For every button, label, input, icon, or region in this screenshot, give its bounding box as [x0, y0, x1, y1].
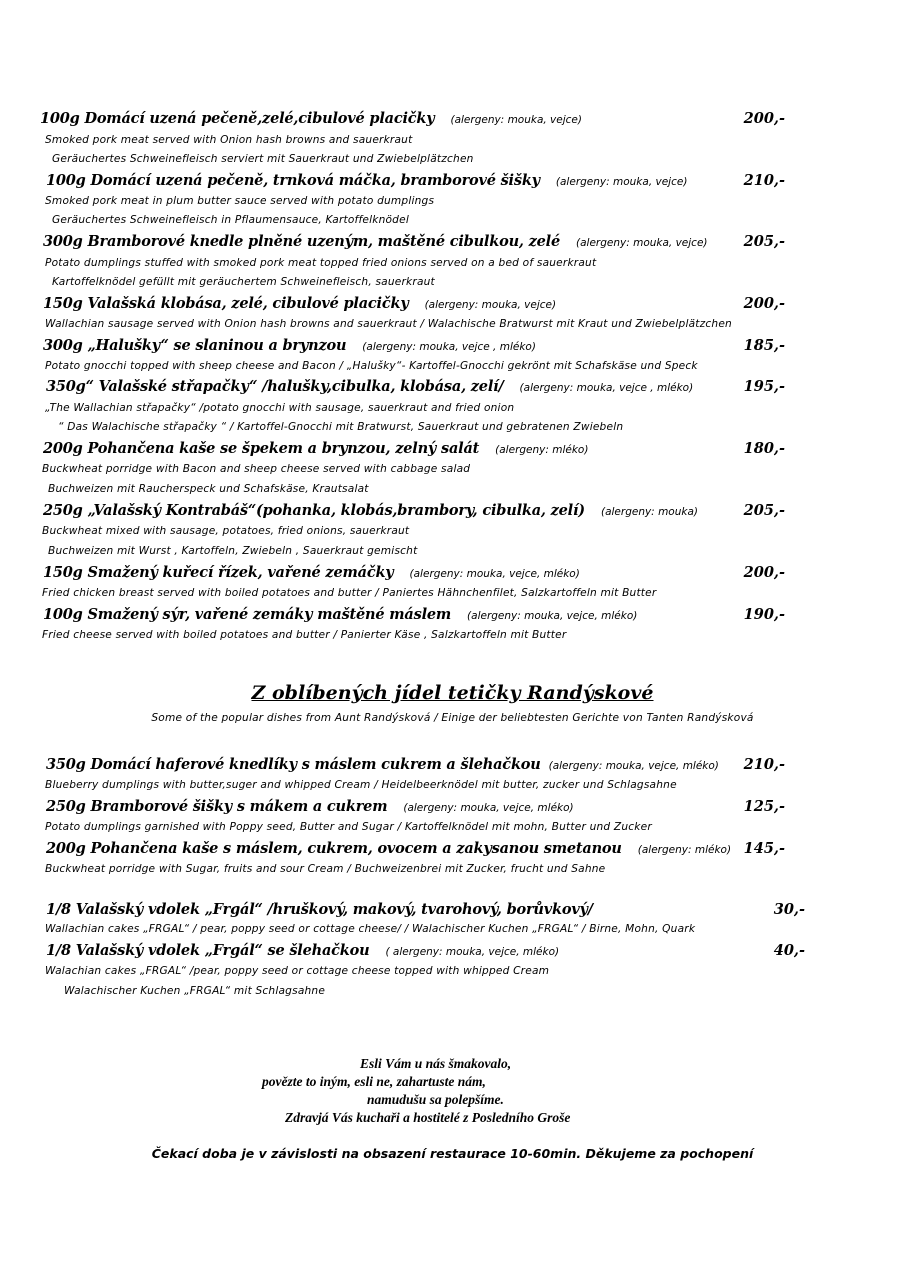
menu-item	[40, 110, 785, 127]
allergen-info: (alergeny: mléko)	[495, 444, 589, 456]
dish-name: 200g Pohančena kaše se špekem a brynzou, zelný salát	[43, 440, 480, 457]
menu-item	[43, 337, 785, 354]
dish-price: 40,-	[773, 942, 805, 959]
dish-description-de: Geräuchertes Schweinefleisch serviert mit Sauerkraut und Zwiebelplätzchen	[52, 153, 474, 165]
dish-description-de: Buchweizen mit Raucherspeck und Schafskäse, Krautsalat	[48, 483, 369, 495]
dish-description-en: Buckwheat porridge with Sugar, fruits and sour Cream / Buchweizenbrei mit Zucker, frucht und Sahne	[45, 863, 606, 875]
dish-price: 185,-	[743, 337, 785, 354]
dish-name: 100g Domácí uzená pečeně,zelé,cibulové placičky	[40, 110, 435, 127]
dish-price: 205,-	[743, 502, 785, 519]
allergen-info: ( alergeny: mouka, vejce, mléko)	[385, 946, 560, 958]
dish-description-en: Wallachian cakes „FRGAL“ / pear, poppy seed or cottage cheese/ / Walachischer Kuchen „FRGAL“ / Birne, Mohn, Quark	[45, 923, 696, 935]
menu-item	[46, 172, 785, 189]
dish-name: 350g Domácí haferové knedlíky s máslem cukrem a šlehačkou	[46, 756, 541, 773]
menu-item	[43, 502, 785, 519]
menu-item	[43, 440, 785, 457]
allergen-info: (alergeny: mouka, vejce)	[450, 114, 582, 126]
closing-line: namudušu sa polepšíme.	[367, 1092, 504, 1107]
dish-description-de: Walachischer Kuchen „FRGAL“ mit Schlagsahne	[64, 985, 326, 997]
allergen-info: (alergeny: mouka, vejce, mléko)	[409, 568, 580, 580]
allergen-info: (alergeny: mouka, vejce)	[555, 176, 688, 188]
dish-price: 145,-	[743, 840, 785, 857]
dish-name: 200g Pohančena kaše s máslem, cukrem, ovocem a zakysanou smetanou	[46, 840, 622, 857]
dish-description-de: Kartoffelknödel gefüllt mit geräuchertem Schweinefleisch, sauerkraut	[52, 276, 435, 288]
dish-price: 180,-	[743, 440, 785, 457]
allergen-info: (alergeny: mouka, vejce)	[424, 299, 557, 311]
dish-description-en: „The Wallachian střapačky“ /potato gnocchi with sausage, sauerkraut and fried onion	[45, 402, 515, 414]
dish-price: 205,-	[743, 233, 785, 250]
menu-item	[43, 564, 785, 581]
dish-description-de: Geräuchertes Schweinefleisch in Pflaumensauce, Kartoffelknödel	[52, 214, 409, 226]
dish-price: 210,-	[743, 172, 785, 189]
closing-line: Zdravjá Vás kuchaři a hostitelé z Posledního Groše	[285, 1110, 571, 1125]
dish-price: 200,-	[743, 295, 785, 312]
closing-line: povězte to iným, esli ne, zahartuste nám,	[262, 1074, 486, 1089]
menu-item	[46, 798, 785, 815]
section-title: Z oblíbených jídel tetičky Randýskové	[251, 682, 654, 704]
dish-name: 300g Bramborové knedle plněné uzeným, maštěné cibulkou, zelé	[43, 233, 560, 250]
dish-description-de: Buchweizen mit Wurst , Kartoffeln, Zwiebeln , Sauerkraut gemischt	[48, 545, 418, 557]
dish-name: 300g „Halušky“ se slaninou a brynzou	[43, 337, 347, 354]
waiting-time-note: Čekací doba je v závislosti na obsazení restaurace 10-60min. Děkujeme za pochopení	[151, 1146, 754, 1161]
allergen-info: (alergeny: mouka, vejce, mléko)	[548, 760, 719, 772]
dish-price: 125,-	[743, 798, 785, 815]
menu-item	[43, 606, 785, 623]
dish-description-en: Walachian cakes „FRGAL“ /pear, poppy seed or cottage cheese topped with whipped Cream	[45, 965, 550, 977]
dish-name: 1/8 Valašský vdolek „Frgál“ /hruškový, makový, tvarohový, borůvkový/	[46, 901, 593, 918]
menu-item	[43, 233, 785, 250]
menu-item	[46, 901, 805, 918]
allergen-info: (alergeny: mouka, vejce, mléko)	[467, 610, 638, 622]
allergen-info: (alergeny: mléko)	[637, 844, 732, 856]
dish-description-en: Potato dumplings stuffed with smoked pork meat topped fried onions served on a bed of sauerkraut	[45, 257, 597, 269]
dish-description-en: Potato gnocchi topped with sheep cheese and Bacon / „Halušky“- Kartoffel-Gnocchi gekrönt mit Schafskäse und Speck	[45, 360, 698, 372]
dish-description-en: Buckwheat mixed with sausage, potatoes, fried onions, sauerkraut	[42, 525, 410, 537]
dish-price: 195,-	[743, 378, 785, 395]
closing-line: Esli Vám u nás šmakovalo,	[360, 1056, 512, 1071]
dish-name: 150g Valašská klobása, zelé, cibulové placičky	[43, 295, 409, 312]
dish-name: 100g Smažený sýr, vařené zemáky maštěné máslem	[43, 606, 452, 623]
section-subtitle: Some of the popular dishes from Aunt Randýsková / Einige der beliebtesten Gerichte von Tanten Randýsková	[151, 712, 754, 724]
menu-item	[43, 295, 785, 312]
dish-description-en: Blueberry dumplings with butter,suger and whipped Cream / Heidelbeerknödel mit butter, zucker und Schlagsahne	[45, 779, 677, 791]
dish-description-en: Smoked pork meat served with Onion hash browns and sauerkraut	[45, 134, 413, 146]
dish-name: 150g Smažený kuřecí řízek, vařené zemáčky	[43, 564, 394, 581]
allergen-info: (alergeny: mouka, vejce, mléko)	[403, 802, 574, 814]
dish-description-de: “ Das Walachische střapačky “ / Kartoffel-Gnocchi mit Bratwurst, Sauerkraut und gebratenen Zwiebeln	[58, 421, 624, 433]
dish-name: 250g „Valašský Kontrabáš“(pohanka, klobás,brambory, cibulka, zelí)	[43, 502, 585, 519]
dish-description-en: Wallachian sausage served with Onion hash browns and sauerkraut / Walachische Bratwurst mit Kraut und Zwiebelplätzchen	[45, 318, 732, 330]
allergen-info: (alergeny: mouka)	[600, 506, 698, 518]
dish-price: 200,-	[743, 110, 785, 127]
menu-item	[46, 378, 785, 395]
dish-name: 350g“ Valašské střapačky“ /halušky,cibulka, klobása, zelí/	[46, 378, 504, 395]
dish-description-en: Fried chicken breast served with boiled potatoes and butter / Paniertes Hähnchenfilet, Salzkartoffeln mit Butter	[42, 587, 657, 599]
menu-item	[46, 756, 785, 773]
allergen-info: (alergeny: mouka, vejce , mléko)	[519, 382, 694, 394]
allergen-info: (alergeny: mouka, vejce)	[576, 237, 708, 249]
dish-description-en: Potato dumplings garnished with Poppy seed, Butter and Sugar / Kartoffelknödel mit mohn, Butter und Zucker	[45, 821, 652, 833]
dish-description-en: Smoked pork meat in plum butter sauce served with potato dumplings	[45, 195, 435, 207]
dish-description-en: Fried cheese served with boiled potatoes and butter / Panierter Käse , Salzkartoffeln mit Butter	[42, 629, 567, 641]
dish-price: 30,-	[773, 901, 805, 918]
dish-price: 190,-	[743, 606, 785, 623]
dish-description-en: Buckwheat porridge with Bacon and sheep cheese served with cabbage salad	[42, 463, 471, 475]
menu-item	[46, 840, 785, 857]
dish-name: 100g Domácí uzená pečeně, trnková máčka, bramborové šišky	[46, 172, 540, 189]
dish-price: 200,-	[743, 564, 785, 581]
menu-item	[46, 942, 805, 959]
dish-name: 1/8 Valašský vdolek „Frgál“ se šlehačkou	[46, 942, 370, 959]
allergen-info: (alergeny: mouka, vejce , mléko)	[362, 341, 536, 353]
dish-price: 210,-	[743, 756, 785, 773]
dish-name: 250g Bramborové šišky s mákem a cukrem	[46, 798, 388, 815]
